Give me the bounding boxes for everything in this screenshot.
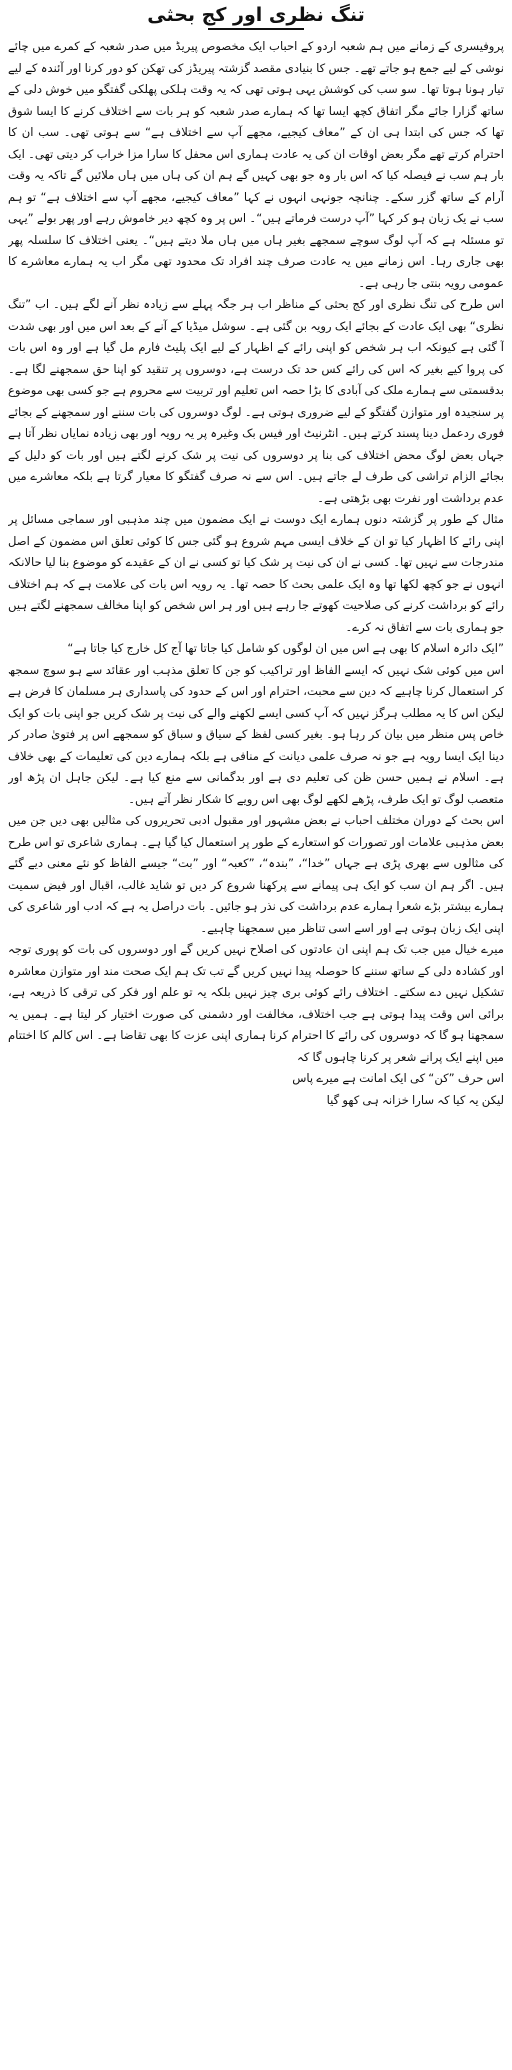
article-paragraph-5: اس بحث کے دوران مختلف احباب نے بعض مشہور اور مقبول ادبی تحریروں کی مثالیں بھی دیں جن میں بعض مذہبی علامات اور تصورات کو استعارے کے طور پر استعمال کیا گیا ہے۔ ہماری شاعری تو اس طرح کی مثالوں سے بھری پڑی ہے جہاں ”خدا“، ”بندہ“، ”کعبہ“ اور ”بت“ جیسے الفاظ کو نئے معنی دیے گئے ہیں۔ اگر ہم ان سب کو ایک ہی پیمانے سے پرکھنا شروع کر دیں تو شاید غالب، اقبال اور فیض سمیت ہمارے بیشتر بڑے شعرا ہمارے عدم برداشت کی نذر ہو جائیں۔ بات دراصل یہ ہے کہ ادب اور شاعری کی اپنی ایک زبان ہوتی ہے اور اسے اسی تناظر میں سمجھنا چاہیے۔ [8, 813, 504, 935]
closing-verse-line-1: اس حرف ”کن“ کی ایک امانت ہے میرے پاس [292, 1071, 504, 1085]
article-paragraph-3: مثال کے طور پر گزشتہ دنوں ہمارے ایک دوست نے ایک مضمون میں چند مذہبی اور سماجی مسائل پر اپنی رائے کا اظہار کیا تو ان کے خلاف ایسی مہم شروع ہو گئی جس کا کوئی تعلق اس مضمون کے اصل مندرجات سے نہیں تھا۔ کسی نے ان کی نیت پر شک کیا تو کسی نے ان کے عقیدے کو موضوع بنا لیا حالانکہ انہوں نے جو کچھ لکھا تھا وہ ایک علمی بحث کا حصہ تھا۔ یہ رویہ اس بات کی علامت ہے کہ ہم اختلاف رائے کو برداشت کرنے کی صلاحیت کھوتے جا رہے ہیں اور ہر اس شخص کو اپنا مخالف سمجھنے لگتے ہیں جو ہماری بات سے اتفاق نہ کرے۔ [8, 512, 504, 634]
article-body [8, 36, 504, 2060]
article-paragraph-6: میرے خیال میں جب تک ہم اپنی ان عادتوں کی اصلاح نہیں کریں گے اور دوسروں کی بات کو پوری توجہ اور کشادہ دلی کے ساتھ سننے کا حوصلہ پیدا نہیں کریں گے تب تک ہم ایک صحت مند اور متوازن معاشرہ تشکیل نہیں دے سکتے۔ اختلاف رائے کوئی بری چیز نہیں بلکہ یہ تو علم اور فکر کی ترقی کا ذریعہ ہے، برائی اس وقت پیدا ہوتی ہے جب اختلاف، مخالفت اور دشمنی کی صورت اختیار کر لیتا ہے۔ ہمیں یہ سمجھنا ہو گا کہ دوسروں کی رائے کا احترام کرنا ہماری اپنی عزت کا بھی تقاضا ہے۔ اس کالم کا اختتام میں اپنے ایک پرانے شعر پر کرنا چاہوں گا کہ [8, 942, 504, 1064]
article-paragraph-2: اس طرح کی تنگ نظری اور کج بحثی کے مناظر اب ہر جگہ پہلے سے زیادہ نظر آنے لگے ہیں۔ اب ”تنگ نظری“ بھی ایک عادت کے بجائے ایک رویہ بن گئی ہے۔ سوشل میڈیا کے آنے کے بعد اس میں اور بھی شدت آ گئی ہے کیونکہ اب ہر شخص کو اپنی رائے کے اظہار کے لیے ایک پلیٹ فارم مل گیا ہے اور وہ اس بات کی پروا کیے بغیر کہ اس کی رائے کس حد تک درست ہے، دوسروں پر تنقید کو اپنا حق سمجھنے لگا ہے۔ بدقسمتی سے ہمارے ملک کی آبادی کا بڑا حصہ اس تعلیم اور تربیت سے محروم ہے جو کسی بھی موضوع پر سنجیدہ اور متوازن گفتگو کے لیے ضروری ہوتی ہے۔ لوگ دوسروں کی بات سننے اور سمجھنے کے بجائے فوری ردعمل دینا پسند کرتے ہیں۔ انٹرنیٹ اور فیس بک وغیرہ پر یہ رویہ اور بھی زیادہ نمایاں نظر آتا ہے جہاں بعض لوگ محض اختلاف کی بنا پر دوسروں کی نیت پر شک کرنے لگتے ہیں اور بات کو دلیل کے بجائے الزام تراشی کی طرف لے جاتے ہیں۔ اس سے نہ صرف گفتگو کا معیار گرتا ہے بلکہ معاشرے میں عدم برداشت اور نفرت بھی بڑھتی ہے۔ [8, 297, 504, 505]
headline-underline [208, 28, 304, 30]
article-headline: تنگ نظری اور کج بحثی [147, 4, 365, 26]
closing-verse-line-2: لیکن یہ کیا کہ سارا خزانہ ہی کھو گیا [326, 1092, 504, 1107]
article-quote: ”ایک دائرہ اسلام کا بھی ہے اس میں ان لوگوں کو شامل کیا جاتا تھا آج کل خارج کیا جاتا ہے“ [67, 641, 504, 655]
article-paragraph-4: اس میں کوئی شک نہیں کہ ایسے الفاظ اور تراکیب کو جن کا تعلق مذہب اور عقائد سے ہو سوچ سمجھ کر استعمال کرنا چاہیے کہ دین سے محبت، احترام اور اس کے حدود کی پاسداری ہر مسلمان کا فرض ہے لیکن اس کا یہ مطلب ہرگز نہیں کہ آپ کسی ایسے لکھنے والے کی نیت پر شک کریں جو اپنی بات کو ایک خاص پس منظر میں بیان کر رہا ہو۔ بغیر کسی لفظ کے سیاق و سباق کو سمجھے اس پر فتویٰ صادر کر دینا ایک ایسا رویہ ہے جو نہ صرف علمی دیانت کے منافی ہے بلکہ ہمارے دین کی تعلیمات کے بھی خلاف ہے۔ اسلام نے ہمیں حسن ظن کی تعلیم دی ہے اور بدگمانی سے منع کیا ہے۔ لیکن جاہل ان پڑھ اور متعصب لوگ تو ایک طرف، پڑھے لکھے لوگ بھی اس رویے کا شکار نظر آتے ہیں۔ [8, 662, 504, 806]
article-paragraph-1: پروفیسری کے زمانے میں ہم شعبہ اردو کے احباب ایک مخصوص پیریڈ میں صدر شعبہ کے کمرے میں چائے نوشی کے لیے جمع ہو جاتے تھے۔ جس کا بنیادی مقصد گزشتہ پیریڈز کی تھکن کو دور کرنا اور آئندہ کے لیے تیار ہونا ہوتا تھا۔ سو سب کی کوشش یہی ہوتی تھی کہ یہ وقت ہلکی پھلکی گفتگو میں خوش دلی کے ساتھ گزارا جائے مگر اتفاق کچھ ایسا تھا کہ ہمارے صدر شعبہ کو ہر بات سے اختلاف کرنے کا ایسا شوق تھا کہ جس کی ابتدا ہی ان کے ”معاف کیجیے، مجھے آپ سے اختلاف ہے“ سے ہوتی تھی۔ سب ان کا احترام کرتے تھے مگر بعض اوقات ان کی یہ عادت ہماری اس محفل کا سارا مزا خراب کر دیتی تھی۔ ایک بار ہم سب نے فیصلہ کیا کہ اس بار وہ جو بھی کہیں گے ہم ان کی ہاں میں ہاں ملائیں گے تاکہ یہ وقت آرام کے ساتھ گزر سکے۔ چنانچہ جونہی انہوں نے کہا ”معاف کیجیے، مجھے آپ سے اختلاف ہے“ تو ہم سب نے یک زبان ہو کر کہا ”آپ درست فرماتے ہیں“۔ اس پر وہ کچھ دیر خاموش رہے اور پھر بولے ”یہی تو مسئلہ ہے کہ آپ لوگ سوچے سمجھے بغیر ہاں میں ہاں ملا دیتے ہیں“۔ یعنی اختلاف کا سلسلہ پھر بھی جاری رہا۔ اس زمانے میں یہ عادت صرف چند افراد تک محدود تھی مگر اب یہ ہمارے معاشرے کا عمومی رویہ بنتی جا رہی ہے۔ [8, 39, 504, 290]
